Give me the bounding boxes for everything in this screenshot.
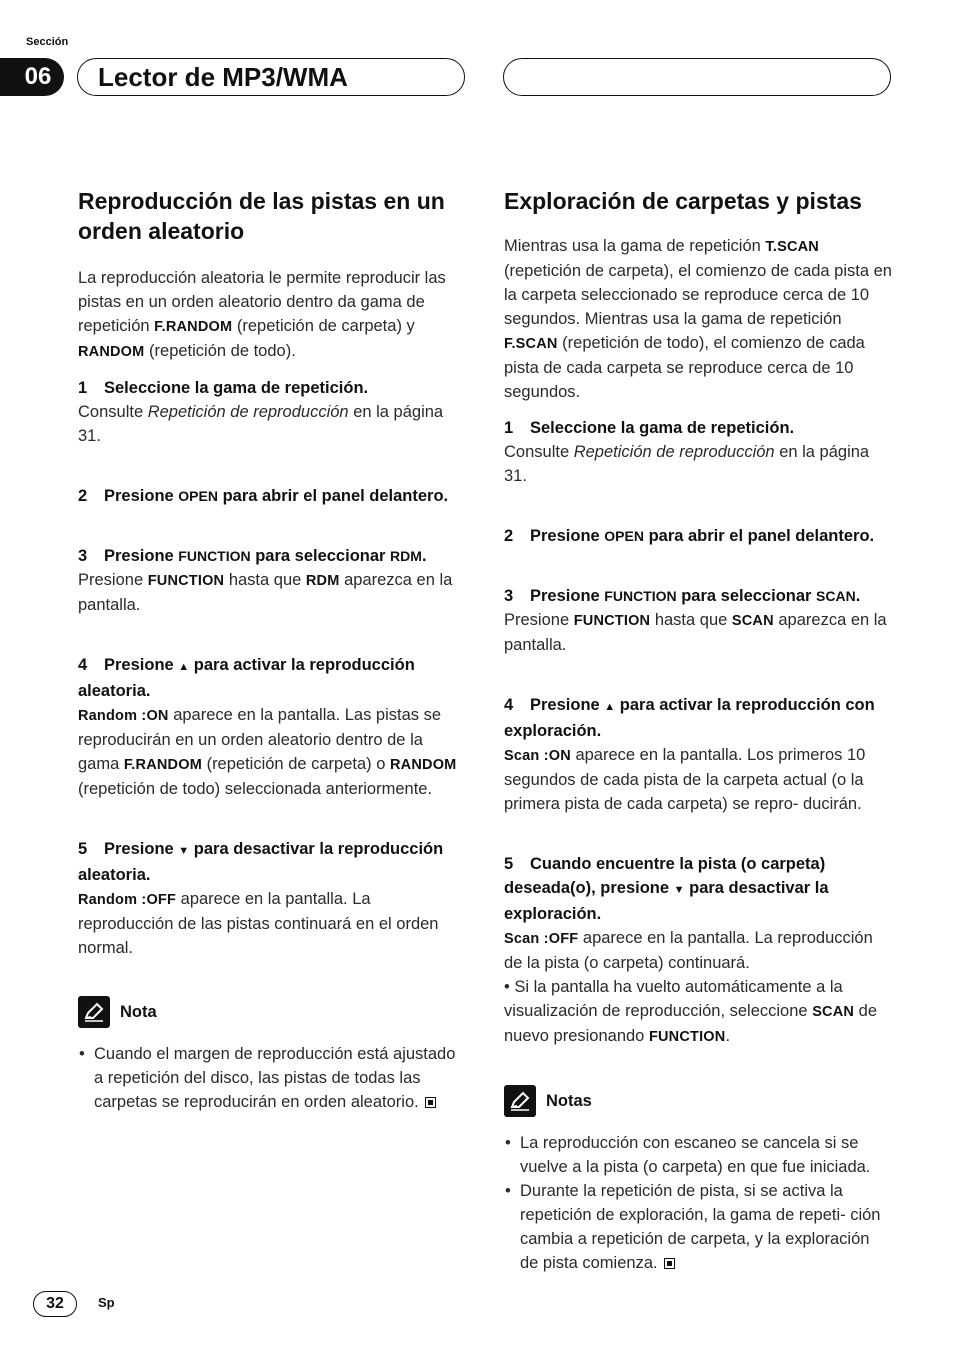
down-arrow-icon: ▼: [673, 884, 685, 896]
left-column: [78, 186, 466, 1114]
right-column: [504, 186, 892, 1275]
note-item: • La reproducción con escaneo se cancela si se vuelve a la pista (o carpeta) en que fue iniciada.: [504, 1131, 892, 1179]
section-number-badge: 06: [0, 58, 64, 96]
left-step-1: 1 Seleccione la gama de repetición. Consulte Repetición de reproducción en la página 31.: [78, 379, 444, 445]
page-number: 32: [33, 1291, 77, 1317]
right-step-1: 1 Seleccione la gama de repetición. Consulte Repetición de reproducción en la página 31.: [504, 419, 870, 485]
right-step-5: 5 Cuando encuentre la pista (o carpeta) deseada(o), presione ▼ para desactivar la exploración. Scan :OFF aparece en la pantalla. La reproducción de la pista (o carpeta) continuará. • Si la pantalla ha vuelto automáticamente a la visualización de reproducción, seleccione SCAN de nuevo presionando FUNCTION.: [504, 855, 878, 1045]
up-arrow-icon: ▲: [178, 661, 190, 673]
left-note-list: [78, 1042, 466, 1114]
pencil-note-icon: [504, 1085, 536, 1117]
language-code: Sp: [98, 1295, 115, 1310]
right-note-list: [504, 1131, 892, 1275]
right-step-4: 4 Presione ▲ para activar la reproducción con exploración. Scan :ON aparece en la pantalla. Los primeros 10 segundos de cada pista de la carpeta actual (o la primera pista de cada carpeta) se repro- ducirán.: [504, 696, 875, 813]
right-heading: Exploración de carpetas y pistas: [504, 188, 862, 214]
right-step-3: 3 Presione FUNCTION para seleccionar SCAN. Presione FUNCTION hasta que SCAN aparezca en la pantalla.: [504, 587, 887, 654]
note-item: • Durante la repetición de pista, si se activa la repetición de exploración, la gama de repeti- ción cambia a repetición de carpeta, y la exploración de pista comienza.: [504, 1179, 892, 1275]
pencil-note-icon: [78, 996, 110, 1028]
right-step-2: 2 Presione OPEN para abrir el panel delantero.: [504, 527, 875, 545]
down-arrow-icon: ▼: [178, 845, 190, 857]
left-intro: La reproducción aleatoria le permite reproducir las pistas en un orden aleatorio dentro da gama de repetición F.RANDOM (repetición de carpeta) y RANDOM (repetición de todo).: [78, 269, 446, 360]
left-note-header: Nota: [78, 996, 466, 1028]
left-step-3: 3 Presione FUNCTION para seleccionar RDM. Presione FUNCTION hasta que RDM aparezca en la pantalla.: [78, 547, 453, 614]
page-title: Lector de MP3/WMA: [77, 58, 465, 96]
end-mark-icon: [664, 1258, 675, 1269]
up-arrow-icon: ▲: [604, 701, 616, 713]
left-step-4: 4 Presione ▲ para activar la reproducción aleatoria. Random :ON aparece en la pantalla. Las pistas se reproducirán en un orden aleatorio dentro de la gama F.RANDOM (repetición de carpeta) o RANDOM (repetición de todo) seleccionada anteriormente.: [78, 656, 457, 798]
end-mark-icon: [425, 1097, 436, 1108]
section-label: Sección: [26, 36, 69, 48]
left-step-5: 5 Presione ▼ para desactivar la reproducción aleatoria. Random :OFF aparece en la pantalla. La reproducción de las pistas continuará en el orden normal.: [78, 840, 444, 957]
left-heading: Reproducción de las pistas en un orden aleatorio: [78, 188, 445, 244]
right-note-header: Notas: [504, 1085, 892, 1117]
header-right-box: [503, 58, 891, 96]
right-intro: Mientras usa la gama de repetición T.SCAN (repetición de carpeta), el comienzo de cada pista en la carpeta seleccionado se reproduce cerca de 10 segundos. Mientras usa la gama de repetición F.SCAN (repetición de todo), el comienzo de cada pista de cada carpeta se reproduce cerca de 10 segundos.: [504, 237, 892, 401]
note-item: • Cuando el margen de reproducción está ajustado a repetición del disco, las pistas de todas las carpetas se reproducirán en orden aleatorio.: [78, 1042, 466, 1114]
left-step-2: 2 Presione OPEN para abrir el panel delantero.: [78, 487, 449, 505]
